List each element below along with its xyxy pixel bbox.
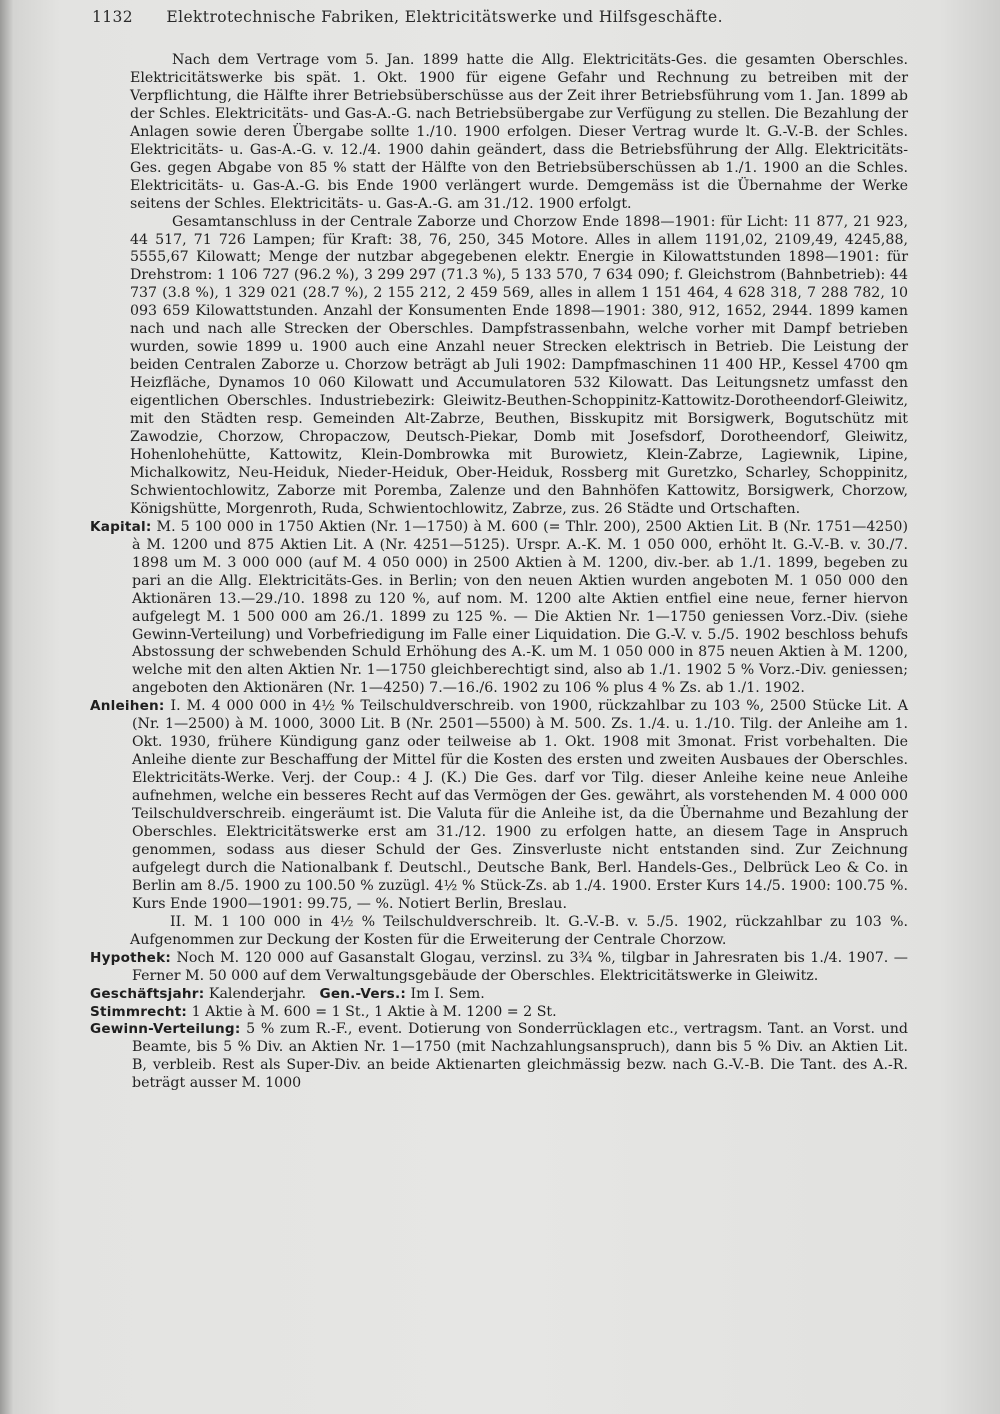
section-anleihen <box>90 698 908 913</box>
gen-vers-label: Gen.-Vers.: <box>319 985 406 1002</box>
paragraph-vertrag: Nach dem Vertrage vom 5. Jan. 1899 hatte die Allg. Elektricitäts-Ges. die gesamten Oberschles. Elektricitätswerke bis spät. 1. Okt. 1900 für eigene Gefahr und Rechnung zu betreiben mit der Verpflichtung, die Hälfte ihrer Betriebsüberschüsse aus der Zeit ihrer Betriebsführung vom 1. Jan. 1899 ab der Schles. Elektricitäts- und Gas-A.-G. nach Betriebsübergabe zur Verfügung zu stellen. Die Bezahlung der Anlagen sowie deren Übergabe sollte 1./10. 1900 erfolgen. Dieser Vertrag wurde lt. G.-V.-B. der Schles. Elektricitäts- u. Gas-A.-G. v. 12./4. 1900 dahin geändert, dass die Betriebsführung der Allg. Elektricitäts-Ges. gegen Abgabe von 85 % statt der Hälfte von den Betriebsüberschüssen ab 1./1. 1900 an die Schles. Elektricitäts- u. Gas-A.-G. bis Ende 1900 verlängert wurde. Demgemäss ist die Übernahme der Werke seitens der Schles. Elektricitäts- u. Gas-A.-G. am 31./12. 1900 erfolgt. <box>130 52 908 212</box>
scan-edge-shadow <box>0 0 14 1414</box>
gen-vers-text: Im I. Sem. <box>410 985 485 1002</box>
gewinn-label: Gewinn-Verteilung: <box>90 1021 241 1038</box>
section-stimmrecht <box>90 1004 908 1022</box>
gewinn-text: 5 % zum R.-F., event. Dotierung von Sonderrücklagen etc., vertragsm. Tant. an Vorst. und Beamte, bis 5 % Div. an Aktien Nr. 1—1750 (mit Nachzahlungsanspruch), dann bis 5 % Div. an Aktien Lit. B, verbleib. Rest als Super-Div. an beide Aktienarten gleichmässig bezw. nach G.-V.-B. Die Tant. des A.-R. beträgt ausser M. 1000 <box>132 1021 909 1092</box>
page-header <box>92 8 912 26</box>
stimmrecht-text: 1 Aktie à M. 600 = 1 St., 1 Aktie à M. 1200 = 2 St. <box>191 1003 557 1020</box>
geschaeftsjahr-label: Geschäftsjahr: <box>90 985 205 1002</box>
anleihen-text: I. M. 4 000 000 in 4½ % Teilschuldverschreib. von 1900, rückzahlbar zu 103 %, 2500 Stücke Lit. A (Nr. 1—2500) à M. 1000, 3000 Lit. B (Nr. 2501—5500) à M. 500. Zs. 1./4. u. 1./10. Tilg. der Anleihe am 1. Okt. 1930, frühere Kündigung ganz oder teilweise ab 1. Okt. 1908 mit 3monat. Frist vorbehalten. Die Anleihe diente zur Beschaffung der Mittel für die Kosten des ersten und zweiten Ausbaues der Oberschles. Elektricitäts-Werke. Verj. der Coup.: 4 J. (K.) Die Ges. darf vor Tilg. dieser Anleihe keine neue Anleihe aufnehmen, welche ein besseres Recht auf das Vermögen der Ges. gewährt, als vorstehenden M. 4 000 000 Teilschuldverschreib. eingeräumt ist. Die Valuta für die Anleihe ist, da die Übernahme und Bezahlung der Oberschles. Elektricitätswerke erst am 31./12. 1900 zu erfolgen hatte, an diesem Tage in Anspruch genommen, sodass aus dieser Schuld der Ges. Zinsverluste nicht entstanden sind. Zur Zeichnung aufgelegt durch die Nationalbank f. Deutschl., Deutsche Bank, Berl. Handels-Ges., Delbrück Leo & Co. in Berlin am 8./5. 1900 zu 100.50 % zuzügl. 4½ % Stück-Zs. ab 1./4. 1900. Erster Kurs 14./5. 1900: 100.75 %. Kurs Ende 1900—1901: 99.75, — %. Notiert Berlin, Breslau. <box>132 698 908 912</box>
section-kapital <box>90 519 908 699</box>
anleihen-label: Anleihen: <box>90 698 165 715</box>
hypothek-label: Hypothek: <box>90 949 171 966</box>
hypothek-text: Noch M. 120 000 auf Gasanstalt Glogau, verzinsl. zu 3¾ %, tilgbar in Jahresraten bis 1./4. 1907. — Ferner M. 50 000 auf dem Verwaltungsgebäude der Oberschles. Elektricitätswerke in Gleiwitz. <box>132 949 908 984</box>
paragraph-gesamtanschluss: Gesamtanschluss in der Centrale Zaborze und Chorzow Ende 1898—1901: für Licht: 11 877, 21 923, 44 517, 71 726 Lampen; für Kraft: 38, 76, 250, 345 Motore. Alles in allem 1191,02, 2109,49, 4245,88, 5555,67 Kilowatt; Menge der nutzbar abgegebenen elektr. Energie in Kilowattstunden 1898—1901: für Drehstrom: 1 106 727 (96.2 %), 3 299 297 (71.3 %), 5 133 570, 7 634 090; f. Gleichstrom (Bahnbetrieb): 44 737 (3.8 %), 1 329 021 (28.7 %), 2 155 212, 2 459 569, alles in allem 1 151 464, 4 628 318, 7 288 782, 10 093 659 Kilowattstunden. Anzahl der Konsumenten Ende 1898—1901: 380, 912, 1652, 2944. 1899 kamen nach und nach alle Strecken der Oberschles. Dampfstrassenbahn, welche vorher mit Dampf betrieben wurden, sowie 1899 u. 1900 auch eine Anzahl neuer Strecken elektrisch in Betrieb. Die Leistung der beiden Centralen Zaborze u. Chorzow beträgt ab Juli 1902: Dampfmaschinen 11 400 HP., Kessel 4700 qm Heizfläche, Dynamos 10 060 Kilowatt und Accumulatoren 532 Kilowatt. Das Leitungsnetz umfasst den eigentlichen Oberschles. Industriebezirk: Gleiwitz-Beuthen-Schoppinitz-Kattowitz-Dorotheendorf-Gleiwitz, mit den Städten resp. Gemeinden Alt-Zabrze, Beuthen, Bisskupitz mit Borsigwerk, Bogutschütz mit Zawodzie, Chorzow, Chropaczow, Deutsch-Piekar, Domb mit Josefsdorf, Dorotheendorf, Gleiwitz, Hohenlohehütte, Kattowitz, Klein-Dombrowka mit Burowietz, Klein-Zabrze, Lagiewnik, Lipine, Michalkowitz, Neu-Heiduk, Nieder-Heiduk, Ober-Heiduk, Rossberg mit Guretzko, Scharley, Schoppinitz, Schwientochlowitz, Zaborze mit Poremba, Zalenze und den Bahnhöfen Kattowitz, Borsigwerk, Chorzow, Königshütte, Morgenroth, Ruda, Schwientochlowitz, Zabrze, zus. 26 Städte und Ortschaften. <box>130 213 908 517</box>
section-geschaeftsjahr <box>90 986 908 1004</box>
section-hypothek <box>90 950 908 986</box>
page-body <box>90 52 908 1093</box>
anleihen-text-2: II. M. 1 100 000 in 4½ % Teilschuldverschreib. lt. G.-V.-B. v. 5./5. 1902, rückzahlbar zu 103 %. Aufgenommen zur Deckung der Kosten für die Erweiterung der Centrale Chorzow. <box>130 913 908 948</box>
running-title: Elektrotechnische Fabriken, Elektricitätswerke und Hilfsgeschäfte. <box>166 8 723 26</box>
kapital-label: Kapital: <box>90 518 152 535</box>
page-number: 1132 <box>92 8 134 26</box>
section-gewinn-verteilung <box>90 1021 908 1093</box>
geschaeftsjahr-text: Kalenderjahr. <box>208 985 306 1002</box>
stimmrecht-label: Stimmrecht: <box>90 1003 188 1020</box>
kapital-text: M. 5 100 000 in 1750 Aktien (Nr. 1—1750) à M. 600 (= Thlr. 200), 2500 Aktien Lit. B (Nr. 1751—4250) à M. 1200 und 875 Aktien Lit. A (Nr. 4251—5125). Urspr. A.-K. M. 1 050 000, erhöht lt. G.-V.-B. v. 30./7. 1898 um M. 3 000 000 (auf M. 4 050 000) in 2500 Aktien à M. 1200, div.-ber. ab 1./1. 1899, begeben zu pari an die Allg. Elektricitäts-Ges. in Berlin; von den neuen Aktien wurden angeboten M. 1 050 000 den Aktionären 13.—29./10. 1898 zu 120 %, auf nom. M. 1200 alte Aktien entfiel eine neue, ferner hiervon aufgelegt M. 1 500 000 am 26./1. 1899 zu 125 %. — Die Aktien Nr. 1—1750 geniessen Vorz.-Div. (siehe Gewinn-Verteilung) und Vorbefriedigung im Falle einer Liquidation. Die G.-V. v. 5./5. 1902 beschloss behufs Abstossung der schwebenden Schuld Erhöhung des A.-K. um M. 1 050 000 in 875 neuen Aktien à M. 1200, welche mit den alten Aktien Nr. 1—1750 gleichberechtigt sind, also ab 1./1. 1902 5 % Vorz.-Div. geniessen; angeboten den Aktionären (Nr. 1—4250) 7.—16./6. 1902 zu 106 % plus 4 % Zs. ab 1./1. 1902. <box>132 518 908 697</box>
